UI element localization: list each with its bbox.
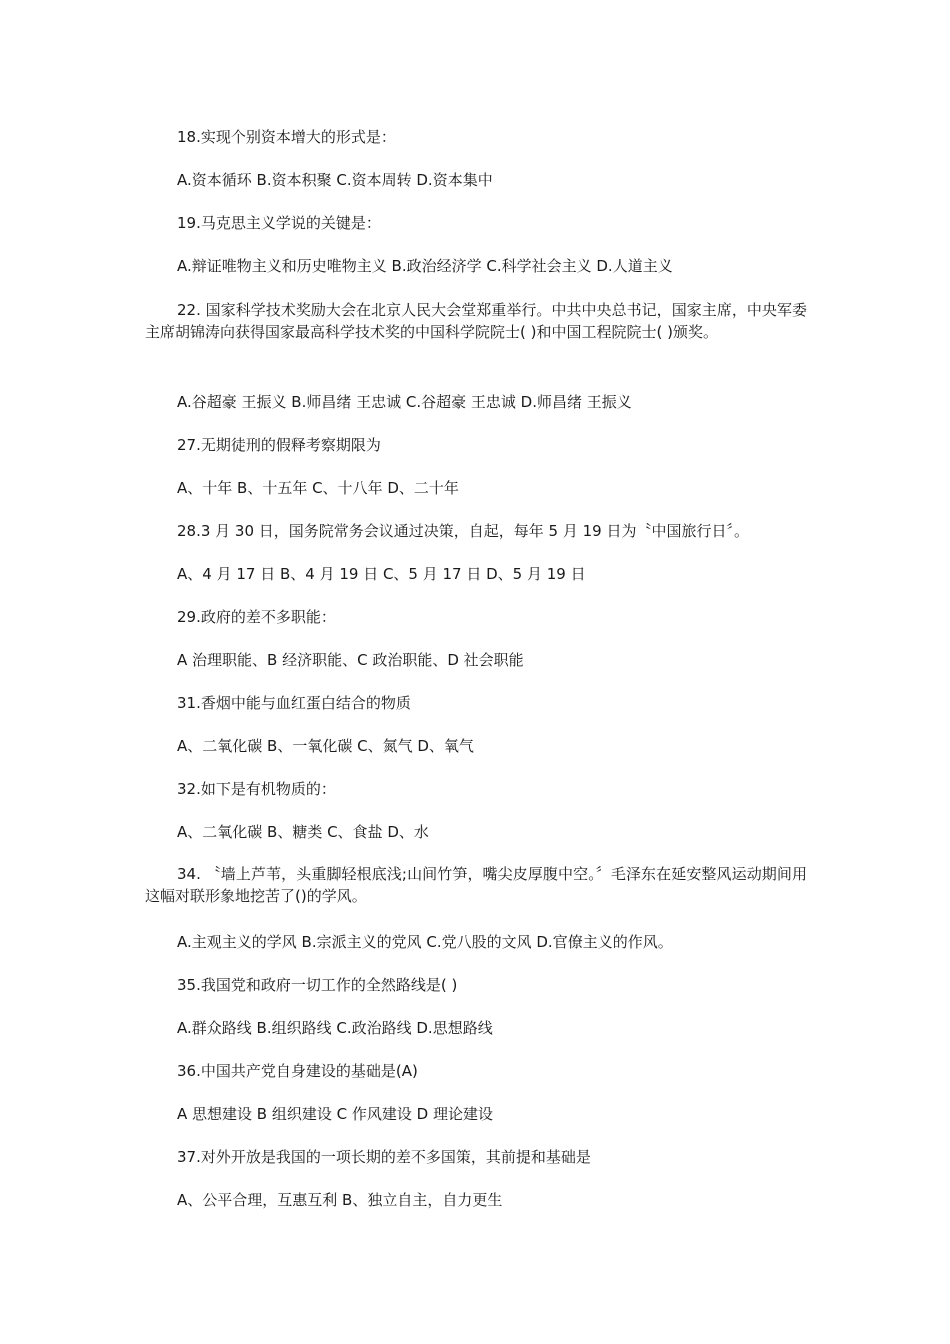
question-22: 22. 国家科学技术奖励大会在北京人民大会堂郑重举行。中共中央总书记，国家主席，中央军委主席胡锦涛向获得国家最高科学技术奖的中国科学院院士( )和中国工程院院士( )颁奖。 xyxy=(145,301,807,341)
options-32: A、二氧化碳 B、糖类 C、食盐 D、水 xyxy=(177,823,429,841)
options-37: A、公平合理，互惠互利 B、独立自主，自力更生 xyxy=(177,1191,503,1209)
question-18: 18.实现个别资本增大的形式是： xyxy=(177,128,396,146)
question-36: 36.中国共产党自身建设的基础是(A) xyxy=(177,1062,418,1080)
question-37: 37.对外开放是我国的一项长期的差不多国策，其前提和基础是 xyxy=(177,1148,591,1166)
question-27: 27.无期徒刑的假释考察期限为 xyxy=(177,436,381,454)
question-31: 31.香烟中能与血红蛋白结合的物质 xyxy=(177,694,411,712)
question-35: 35.我国党和政府一切工作的全然路线是( ) xyxy=(177,976,458,994)
question-29: 29.政府的差不多职能： xyxy=(177,608,336,626)
options-18: A.资本循环 B.资本积聚 C.资本周转 D.资本集中 xyxy=(177,171,493,189)
options-29: A 治理职能、B 经济职能、C 政治职能、D 社会职能 xyxy=(177,651,524,669)
question-34: 34. 〝墙上芦苇，头重脚轻根底浅;山间竹笋，嘴尖皮厚腹中空。〞毛泽东在延安整风运动期间用这幅对联形象地挖苦了()的学风。 xyxy=(145,865,807,905)
options-28: A、4 月 17 日 B、4 月 19 日 C、5 月 17 日 D、5 月 19 日 xyxy=(177,565,586,583)
options-34: A.主观主义的学风 B.宗派主义的党风 C.党八股的文风 D.官僚主义的作风。 xyxy=(177,933,673,951)
question-28: 28.3 月 30 日，国务院常务会议通过决策，自起，每年 5 月 19 日为〝中国旅行日〞。 xyxy=(177,522,749,540)
options-36: A 思想建设 B 组织建设 C 作风建设 D 理论建设 xyxy=(177,1105,493,1123)
question-32: 32.如下是有机物质的： xyxy=(177,780,336,798)
options-22: A.谷超豪 王振义 B.师昌绪 王忠诚 C.谷超豪 王忠诚 D.师昌绪 王振义 xyxy=(177,393,632,411)
options-27: A、十年 B、十五年 C、十八年 D、二十年 xyxy=(177,479,459,497)
options-19: A.辩证唯物主义和历史唯物主义 B.政治经济学 C.科学社会主义 D.人道主义 xyxy=(177,257,673,275)
options-35: A.群众路线 B.组织路线 C.政治路线 D.思想路线 xyxy=(177,1019,493,1037)
question-19: 19.马克思主义学说的关键是： xyxy=(177,214,381,232)
options-31: A、二氧化碳 B、一氧化碳 C、氮气 D、氧气 xyxy=(177,737,474,755)
